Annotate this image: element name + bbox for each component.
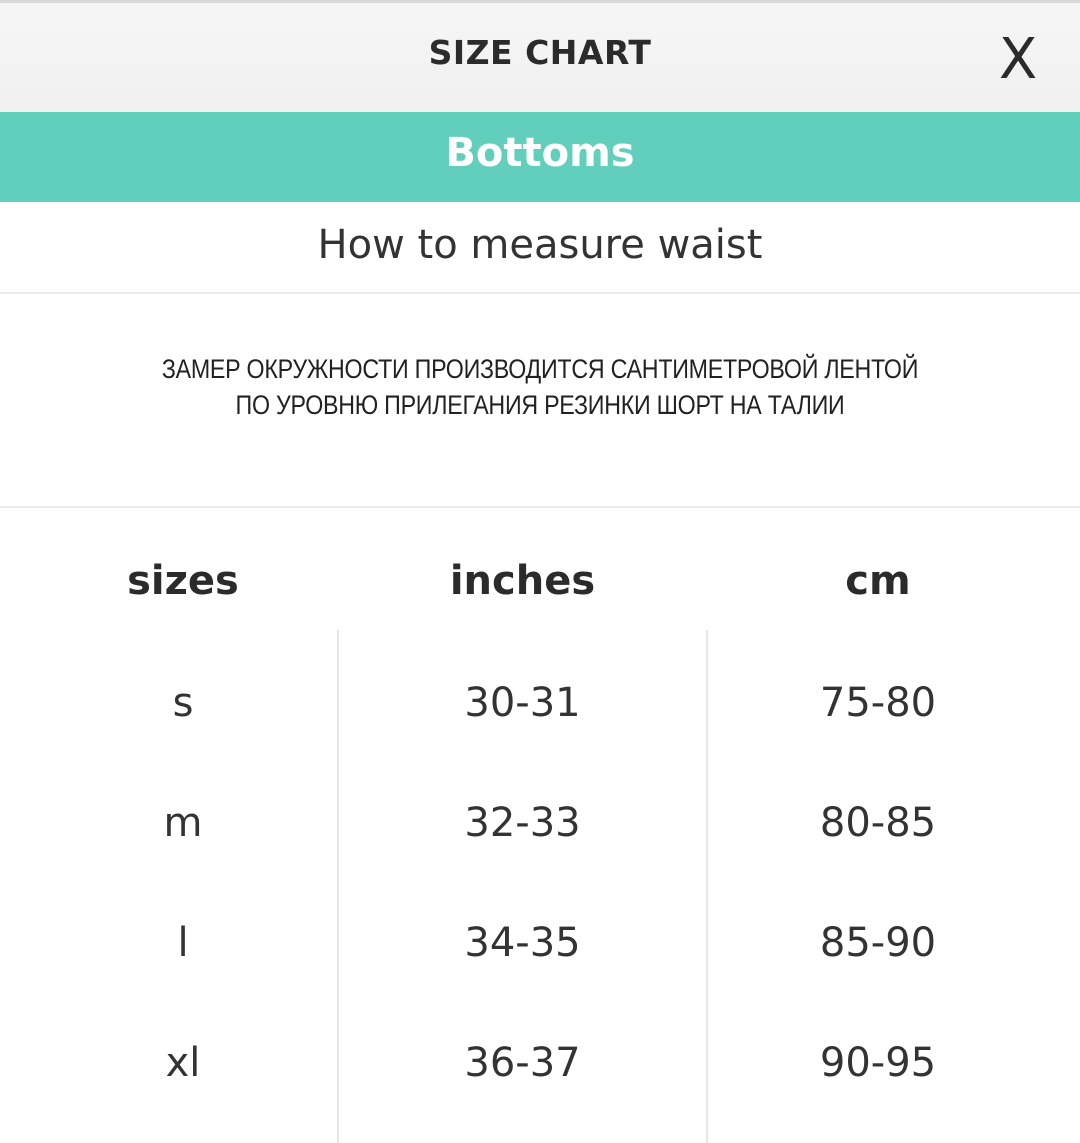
measure-title: How to measure waist [317, 222, 763, 268]
inches-cell: 36-37 [464, 1040, 581, 1086]
size-cell: xl [165, 1040, 201, 1086]
instruction-line-2: ПО УРОВНЮ ПРИЛЕГАНИЯ РЕЗИНКИ ШОРТ НА ТАЛИИ [235, 390, 845, 420]
page-title: SIZE CHART [428, 33, 652, 72]
inches-cell: 30-31 [464, 680, 581, 726]
size-cell: s [172, 680, 194, 726]
measure-section [0, 202, 1080, 294]
size-cell: l [177, 920, 189, 966]
instruction-line-1: ЗАМЕР ОКРУЖНОСТИ ПРОИЗВОДИТСЯ САНТИМЕТРОВОЙ ЛЕНТОЙ [161, 354, 919, 384]
category-title: Bottoms [445, 130, 635, 176]
header-inches: inches [449, 558, 596, 604]
close-button[interactable]: X [998, 27, 1038, 92]
inches-cell: 32-33 [464, 800, 581, 846]
cm-cell: 90-95 [819, 1040, 937, 1086]
measure-instructions [0, 294, 1080, 508]
cm-cell: 80-85 [819, 800, 937, 846]
inches-cell: 34-35 [464, 920, 581, 966]
cm-cell: 85-90 [819, 920, 937, 966]
header-cm: cm [845, 558, 911, 604]
header-bar [0, 0, 1080, 112]
category-banner [0, 112, 1080, 202]
cm-cell: 75-80 [819, 680, 937, 726]
size-cell: m [163, 800, 203, 846]
header-sizes: sizes [127, 558, 239, 604]
size-table [0, 508, 1080, 1143]
